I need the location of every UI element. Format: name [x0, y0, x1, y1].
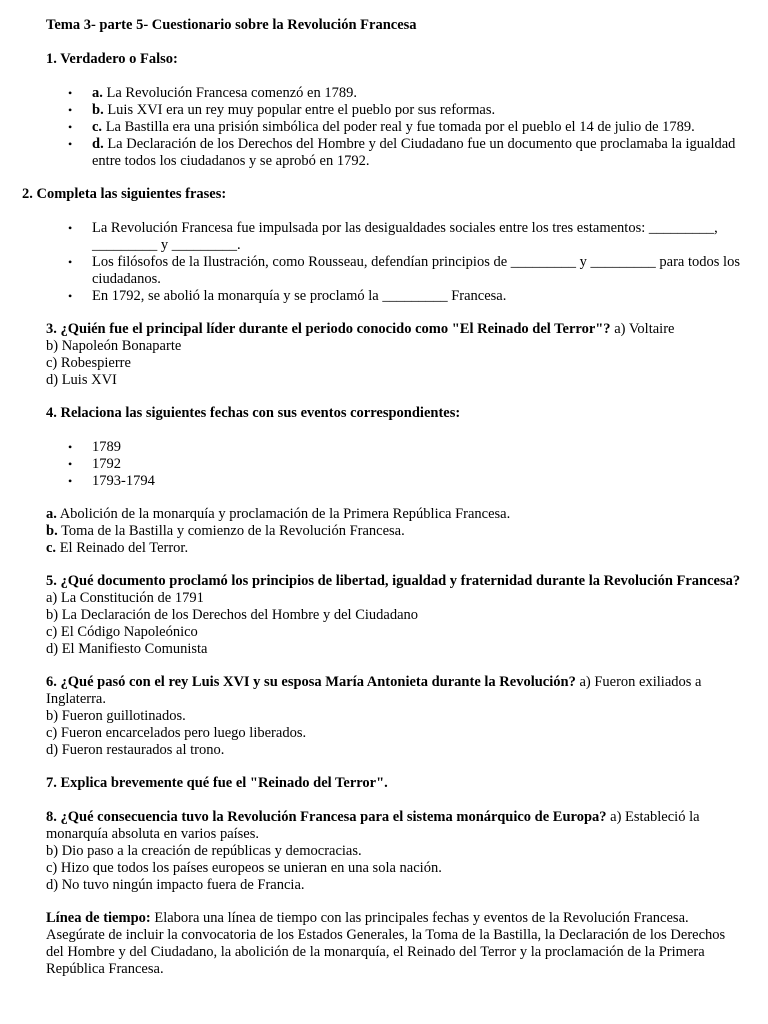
q5-option-c: c) El Código Napoleónico — [46, 624, 198, 640]
q1-heading: 1. Verdadero o Falso: — [46, 51, 178, 67]
q6-block — [46, 674, 746, 759]
q1-item-b: • b. Luis XVI era un rey muy popular entre el pueblo por sus reformas. — [46, 102, 746, 119]
q7-heading: 7. Explica brevemente qué fue el "Reinado del Terror". — [46, 775, 388, 791]
q3-block — [46, 321, 746, 389]
q4-event-b: b. Toma de la Bastilla y comienzo de la Revolución Francesa. — [46, 523, 405, 539]
q3-option-a: a) Voltaire — [610, 321, 675, 337]
q8-option-b: b) Dio paso a la creación de repúblicas y democracias. — [46, 843, 362, 859]
q5-option-b: b) La Declaración de los Derechos del Hombre y del Ciudadano — [46, 607, 419, 623]
q6-option-d: d) Fueron restaurados al trono. — [46, 742, 225, 758]
q8-option-a: a) Estableció la monarquía absoluta en varios países. — [46, 809, 700, 842]
q2-list — [46, 220, 746, 305]
q8-block — [46, 809, 746, 894]
q4-date-1: • 1789 — [46, 439, 746, 456]
q3-option-d: d) Luis XVI — [46, 372, 117, 388]
q2-item-1: • La Revolución Francesa fue impulsada por las desigualdades sociales entre los tres estamentos: _________, _________ y _________. — [46, 220, 746, 254]
q4-dates-list — [46, 439, 746, 490]
q6-option-a: a) Fueron exiliados a Inglaterra. — [46, 674, 702, 707]
q8-question: 8. ¿Qué consecuencia tuvo la Revolución Francesa para el sistema monárquico de Europa? — [46, 809, 607, 825]
timeline-block — [46, 910, 746, 978]
q6-option-c: c) Fueron encarcelados pero luego liberados. — [46, 725, 307, 741]
q2-item-3: • En 1792, se abolió la monarquía y se proclamó la _________ Francesa. — [46, 288, 746, 305]
q3-question: 3. ¿Quién fue el principal líder durante el periodo conocido como "El Reinado del Terror"? — [46, 321, 611, 337]
q1-item-d: • d. La Declaración de los Derechos del Hombre y del Ciudadano fue un documento que proclamaba la igualdad entre todos los ciudadanos y se aprobó en 1792. — [46, 136, 746, 170]
q5-option-a: a) La Constitución de 1791 — [46, 590, 204, 606]
q4-date-3: • 1793-1794 — [46, 473, 746, 490]
q3-option-c: c) Robespierre — [46, 355, 131, 371]
q2-item-2: • Los filósofos de la Ilustración, como Rousseau, defendían principios de _________ y _________ para todos los ciudadanos. — [46, 254, 746, 288]
q1-item-c: • c. La Bastilla era una prisión simbólica del poder real y fue tomada por el pueblo el 14 de julio de 1789. — [46, 119, 746, 136]
q4-date-2: • 1792 — [46, 456, 746, 473]
q6-question: 6. ¿Qué pasó con el rey Luis XVI y su esposa María Antonieta durante la Revolución? — [46, 674, 576, 690]
q1-list — [46, 85, 746, 170]
q5-block — [46, 573, 746, 658]
q8-option-d: d) No tuvo ningún impacto fuera de Francia. — [46, 877, 305, 893]
q5-question: 5. ¿Qué documento proclamó los principios de libertad, igualdad y fraternidad durante la Revolución Francesa? — [46, 573, 741, 589]
q4-events — [46, 506, 746, 557]
timeline-label: Línea de tiempo: — [46, 910, 151, 926]
q5-option-d: d) El Manifiesto Comunista — [46, 641, 208, 657]
q4-event-c: c. El Reinado del Terror. — [46, 540, 189, 556]
q8-option-c: c) Hizo que todos los países europeos se unieran en una sola nación. — [46, 860, 442, 876]
q6-option-b: b) Fueron guillotinados. — [46, 708, 186, 724]
timeline-text: Elabora una línea de tiempo con las principales fechas y eventos de la Revolución Francesa. Asegúrate de incluir la convocatoria de los Estados Generales, la Toma de la Bastilla, la Declaración de los Derechos del Hombre y del Ciudadano, la abolición de la monarquía, el Reinado del Terror y la proclamación de la Primera República Francesa. — [46, 910, 726, 977]
q2-heading: 2. Completa las siguientes frases: — [22, 186, 227, 202]
q3-option-b: b) Napoleón Bonaparte — [46, 338, 182, 354]
q4-event-a: a. Abolición de la monarquía y proclamación de la Primera República Francesa. — [46, 506, 511, 522]
page-title: Tema 3- parte 5- Cuestionario sobre la Revolución Francesa — [46, 17, 417, 33]
q1-item-a: • a. La Revolución Francesa comenzó en 1789. — [46, 85, 746, 102]
q4-heading: 4. Relaciona las siguientes fechas con sus eventos correspondientes: — [46, 405, 461, 421]
